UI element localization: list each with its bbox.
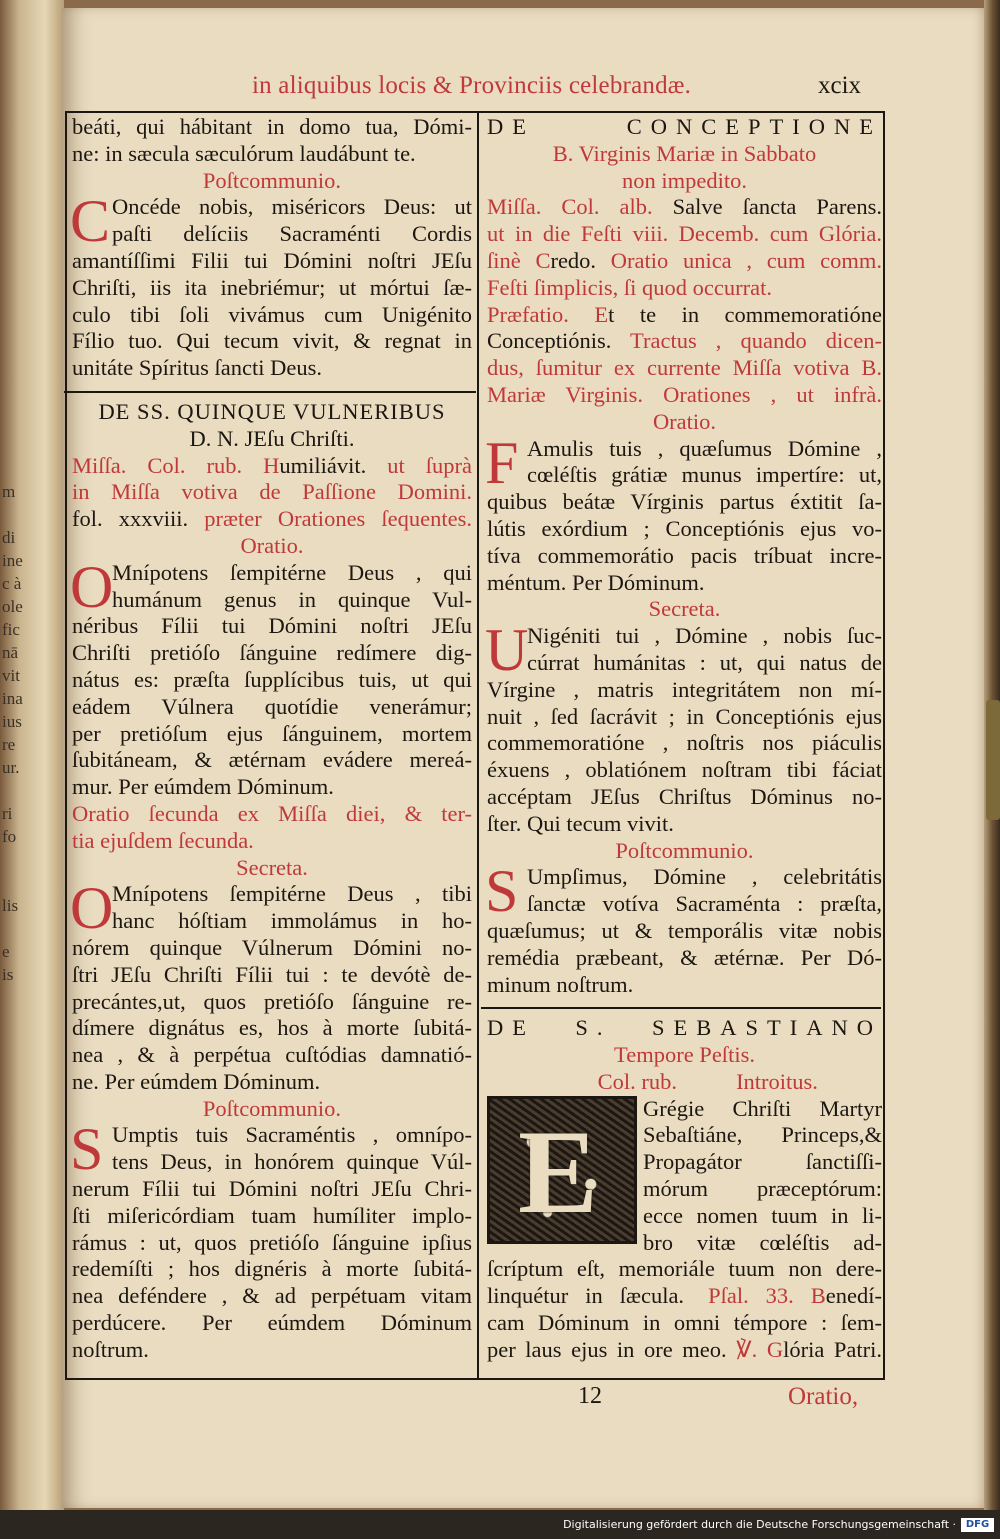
drop-capital: C <box>70 188 111 255</box>
text-line: unitáte Spíritus ſancti Deus. <box>72 355 322 381</box>
left-fragment: ur. <box>2 758 20 777</box>
text-line: Grégie Chriſti Martyr <box>643 1095 882 1121</box>
rubric-oratio: Oratio. <box>240 532 304 558</box>
left-fragment: ri <box>2 804 13 823</box>
text-line: Propagátor ſanctiſſi- <box>643 1149 882 1175</box>
drop-capital: S <box>70 1116 104 1183</box>
text-line: commemoratióne , noſtris nos piáculis <box>487 730 882 756</box>
text-line: tíva commemorátio pacis tríbuat incre- <box>487 542 882 568</box>
prayer-block <box>485 617 882 837</box>
text-line: ſcríptum eſt, memoriále tuum non dere- <box>487 1256 882 1282</box>
section-rule <box>481 1007 881 1009</box>
section-subtitle: non impedito. <box>622 167 747 193</box>
left-fragment: e <box>2 942 10 961</box>
text-line: néribus Fílii tui Dómini noſtri JEſu <box>72 613 472 639</box>
left-fragment: re <box>2 735 16 754</box>
rubric-text: Col. rub. <box>597 1068 677 1094</box>
text-line: cúrrat humánitas : ut, qui natus de <box>527 649 882 675</box>
prayer-block <box>485 429 882 597</box>
text-segment: linquétur in ſæcula. <box>487 1283 685 1309</box>
rubric-text: Miſſa. Col. alb. <box>487 194 673 220</box>
rubric-text: Oratio unica , cum comm. <box>596 247 882 273</box>
text-line: Umpſimus, Dómine , celebritátis <box>527 864 882 890</box>
text-line: ſter. Qui tecum vivit. <box>487 810 674 836</box>
prayer-block <box>70 875 472 1095</box>
text-line: nátus es: præſta ſupplícibus tuis, ut qui <box>72 666 472 692</box>
text-line: cam Dóminum in omni témpore : ſem- <box>487 1310 882 1336</box>
prayer-block <box>485 858 882 998</box>
right-column <box>487 114 882 1364</box>
text-line: Oncéde nobis, miséricors Deus: ut <box>112 194 472 220</box>
text-line <box>487 1337 882 1364</box>
folio-number: xcix <box>818 72 862 99</box>
rubric-missa <box>72 453 472 480</box>
rubric-text: præter Orationes ſequentes. <box>188 506 472 532</box>
text-line: nea , & à perpétua cuſtódias damnatió- <box>72 1042 472 1068</box>
text-line: éxuens , oblatiónem noſtram tibi fáciat <box>487 757 882 783</box>
text-line: ne: in sæcula sæculórum laudábunt te. <box>72 140 416 166</box>
catchword: Oratio, <box>788 1383 859 1410</box>
rubric-line <box>487 248 882 275</box>
woodcut-initial <box>487 1096 637 1244</box>
book-clasp <box>986 700 1000 820</box>
left-fragment <box>2 503 24 526</box>
section-title: DE CONCEPTIONE <box>487 114 882 139</box>
text-line <box>487 1283 882 1310</box>
rubric-text: Præfatio. E <box>487 301 609 327</box>
text-line: quæſumus; ut & temporális vitæ nobis <box>487 917 882 943</box>
folio-ref: fol. xxxviii. <box>72 506 189 532</box>
text-line: bro vitæ cœléſtis ad- <box>643 1229 882 1255</box>
text-segment: lória Patri. <box>783 1336 882 1362</box>
left-fragment: vit <box>2 666 20 685</box>
rubric-line: in Miſſa votiva de Paſſione Domini. <box>72 479 472 505</box>
left-fragment <box>2 871 24 894</box>
text-segment: per laus ejus in ore meo. <box>487 1336 727 1362</box>
rubric-postcommunio: Poſtcommunio. <box>202 167 342 193</box>
drop-capital: F <box>485 429 519 496</box>
text-line: eádem Vúlnera quotídie venerámur; <box>72 693 472 719</box>
left-fragment: fic <box>2 620 20 639</box>
woodcut-letter: E <box>518 1104 599 1238</box>
rubric-oratio: Oratio. <box>652 408 717 434</box>
left-fragment: fo <box>2 827 17 846</box>
left-fragment: ole <box>2 597 23 616</box>
text-line: Amulis tuis , quæſumus Dómine , <box>527 435 882 461</box>
text-line: paſti delíciis Sacraménti Cordis <box>112 221 472 247</box>
section-subtitle: B. Virginis Mariæ in Sabbato <box>552 140 817 166</box>
text-line: lútis exórdium ; Conceptiónis ejus vo- <box>487 515 882 541</box>
rubric-line: tia ejuſdem ſecunda. <box>72 827 254 853</box>
text-line: tens Deus, in honórem quinque Vúl- <box>112 1149 472 1175</box>
rubric-line: ut in die Feſti viii. Decemb. cum Glória. <box>487 221 882 247</box>
text-line: redemíſti ; hos dignéris à morte ſubitá- <box>72 1256 472 1282</box>
left-page-edge <box>0 0 64 1510</box>
text-line: Vírgine , matris integritátem non mí- <box>487 676 882 702</box>
text-line: rámus : ut, quos pretióſo ſánguine ipſius <box>72 1229 472 1255</box>
rubric-line: dus, ſumitur ex currente Miſſa votiva B. <box>487 355 882 381</box>
text-line: ecce nomen tuum in li- <box>643 1202 882 1228</box>
left-fragment <box>2 848 24 871</box>
incipit-text: t te in commemoratióne <box>608 301 882 327</box>
left-fragment: lis <box>2 896 19 915</box>
left-fragment: ina <box>2 689 23 708</box>
incipit-text: Salve ſancta Parens. <box>672 194 882 220</box>
text-line: ſubitáneam, & ætérnam evádere mereá- <box>72 747 472 773</box>
rubric-fol <box>72 506 472 533</box>
text-line: nerum Fílii tui Dómini noſtri JEſu Chri- <box>72 1176 472 1202</box>
rubric-line: Oratio ſecunda ex Miſſa diei, & ter- <box>72 800 472 826</box>
text-segment: enedí- <box>825 1283 882 1309</box>
rubric-text: Pſal. 33. B <box>708 1283 826 1309</box>
text-line: minum noſtrum. <box>487 971 634 997</box>
signature-mark: 12 <box>578 1383 602 1409</box>
text-line: Mnípotens ſempitérne Deus , tibi <box>112 881 472 907</box>
text-line: humánum genus in quinque Vul- <box>112 586 472 612</box>
rubric-introitus <box>487 1069 882 1096</box>
rubric-text: ut ſuprà <box>366 452 472 478</box>
incipit-text: umiliávit. <box>279 452 367 478</box>
running-head: in aliquibus locis & Provinciis celebrandæ. <box>252 72 692 99</box>
text-line: amantíſſimi Filii tui Dómini noſtri JEſu <box>72 247 472 273</box>
rubric-praefatio <box>487 302 882 329</box>
left-fragment: ine <box>2 551 23 570</box>
rubric-text: Introitus. <box>736 1068 818 1094</box>
left-column <box>72 114 472 1364</box>
rubric-line: Mariæ Virginis. Orationes , ut infrà. <box>487 381 882 407</box>
drop-capital: O <box>70 875 114 942</box>
rubric-text: ſinè C <box>487 247 551 273</box>
left-fragment: m <box>2 482 16 501</box>
text-line: nea deféndere , & ad perpétuam vitam <box>72 1283 472 1309</box>
left-fragment: c à <box>2 574 22 593</box>
drop-capital: U <box>485 617 529 684</box>
rubric-text: Miſſa. Col. rub. H <box>72 452 280 478</box>
prayer-block <box>70 1116 472 1363</box>
digitization-footer <box>0 1510 1000 1539</box>
section-title: DE SS. QUINQUE VULNERIBUS <box>98 398 446 424</box>
text-line: per pretióſum ejus ſánguinem, mortem <box>72 720 472 746</box>
drop-capital: O <box>70 553 114 620</box>
prayer-block <box>70 553 472 801</box>
text-line: ne. Per eúmdem Dóminum. <box>72 1068 321 1094</box>
text-line: Nigéniti tui , Dómine , nobis ſuc- <box>527 623 882 649</box>
versicle-sign: ℣. G <box>726 1336 784 1362</box>
text-line: ſti miſericórdiam tuam humíliter implo- <box>72 1202 472 1228</box>
left-page-fragments <box>2 480 24 986</box>
left-fragment: ius <box>2 712 22 731</box>
rubric-missa <box>487 194 882 221</box>
incipit-text: Conceptiónis. <box>487 328 612 354</box>
text-line: Chriſti pretióſo ſánguine redímere dig- <box>72 640 472 666</box>
rubric-secreta: Secreta. <box>648 596 721 622</box>
section-subtitle: D. N. JEſu Chriſti. <box>189 425 355 451</box>
rubric-line <box>487 328 882 355</box>
column-rule <box>477 111 479 1380</box>
rubric-secreta: Secreta. <box>236 854 308 880</box>
text-line: méntum. Per Dóminum. <box>487 569 705 595</box>
text-line: ſanctæ votíva Sacraménta : præſta, <box>527 891 882 917</box>
section-title: DE S. SEBASTIANO <box>487 1015 882 1041</box>
text-line: accéptam JEſus Chriſtus Dóminus no- <box>487 783 882 809</box>
dfg-logo-icon: DFG <box>961 1518 994 1532</box>
text-line: precántes,ut, quos pretióſo ſánguine re- <box>72 988 472 1014</box>
text-line: hanc hóſtiam immolámus in ho- <box>112 908 472 934</box>
rubric-text: Tractus , quando dicen- <box>611 328 882 354</box>
section-rule <box>64 391 476 393</box>
left-fragment: is <box>2 965 14 984</box>
drop-capital: S <box>485 858 519 925</box>
prayer-block <box>70 188 472 382</box>
text-line: Umptis tuis Sacraméntis , omnípo- <box>112 1122 472 1148</box>
text-line: mórum præceptórum: <box>643 1176 882 1202</box>
text-line: cœléſtis grátiæ munus impertíre: ut, <box>527 462 882 488</box>
woodcut-block <box>487 1096 882 1364</box>
text-line: noſtrum. <box>72 1336 149 1362</box>
footer-credit: Digitalisierung gefördert durch die Deutsche Forschungsgemeinschaft · <box>563 1518 956 1531</box>
text-line: beáti, qui hábitant in domo tua, Dómi- <box>72 114 472 139</box>
text-line: nórem quinque Vúlnerum Dómini no- <box>72 934 472 960</box>
text-line: mur. Per eúmdem Dóminum. <box>72 774 334 800</box>
left-fragment: nā <box>2 643 19 662</box>
left-fragment <box>2 917 24 940</box>
text-line: Chriſti, iis ita inebriémur; ut mórtui ſæ- <box>72 274 472 300</box>
text-line: perdúcere. Per eúmdem Dóminum <box>72 1310 472 1336</box>
text-line: remédia præbeant, & ætérnæ. Per Dó- <box>487 944 882 970</box>
text-line: ſtri JEſu Chriſti Fílii tui : te devótè de- <box>72 961 472 987</box>
text-line: Sebaſtiáne, Princeps,& <box>643 1122 882 1148</box>
text-line: quibus beátæ Vírginis partus éxtitit ſa- <box>487 489 882 515</box>
rubric-postcommunio: Poſtcommunio. <box>202 1095 342 1121</box>
text-line: culo tibi ſoli vivámus cum Unigénito <box>72 301 472 327</box>
text-line: Mnípotens ſempitérne Deus , qui <box>112 559 472 585</box>
left-fragment: di <box>2 528 16 547</box>
rubric-postcommunio: Poſtcommunio. <box>615 837 754 863</box>
text-line: nuit , ſed ſacrávit ; in Conceptiónis ejus <box>487 703 882 729</box>
text-line: dímere dignátus es, hos à morte ſubitá- <box>72 1015 472 1041</box>
text-line: Fílio tuo. Qui tecum vivit, & regnat in <box>72 328 472 354</box>
section-subtitle: Tempore Peſtis. <box>614 1042 755 1068</box>
left-fragment <box>2 779 24 802</box>
rubric-line: Feſti ſimplicis, ſi quod occurrat. <box>487 274 772 300</box>
incipit-text: redo. <box>550 247 597 273</box>
